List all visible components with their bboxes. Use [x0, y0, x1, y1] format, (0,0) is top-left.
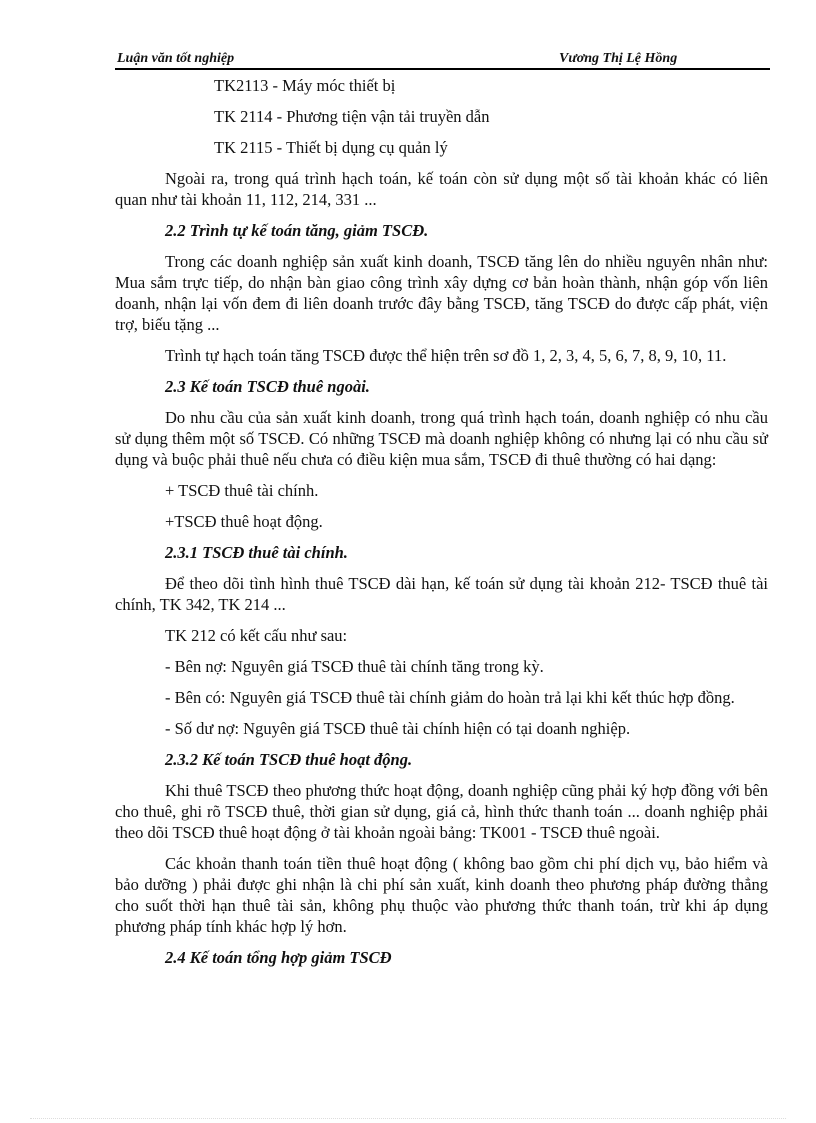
page-header: [115, 50, 770, 70]
header-author-name: Vương Thị Lệ Hồng: [559, 51, 678, 66]
paragraph: - Số dư nợ: Nguyên giá TSCĐ thuê tài chính hiện có tại doanh nghiệp.: [165, 719, 631, 738]
section-heading-2-3: 2.3 Kế toán TSCĐ thuê ngoài.: [165, 377, 370, 396]
list-item: + TSCĐ thuê tài chính.: [165, 481, 319, 500]
account-line: TK2113 - Máy móc thiết bị: [214, 76, 396, 95]
section-heading-2-3-1: 2.3.1 TSCĐ thuê tài chính.: [165, 543, 348, 562]
paragraph: Trong các doanh nghiệp sản xuất kinh doanh, TSCĐ tăng lên do nhiều nguyên nhân như: Mua sắm trực tiếp, do nhận bàn giao công trình xây dựng cơ bản hoàn thành, nhận góp vốn liên doanh, nhận lại vốn đem đi liên doanh trước đây bằng TSCĐ, tăng TSCĐ do được cấp phát, viện trợ, biếu tặng ...: [115, 252, 768, 334]
paragraph: Các khoản thanh toán tiền thuê hoạt động ( không bao gồm chi phí dịch vụ, bảo hiểm và bảo dưỡng ) phải được ghi nhận là chi phí sản xuất, kinh doanh theo phương pháp đường thẳng cho suốt thời hạn thuê tài sản, không phụ thuộc vào phương thức thanh toán, trừ khi áp dụng phương pháp tính khác hợp lý hơn.: [115, 854, 768, 936]
header-thesis-label: Luận văn tốt nghiệp: [117, 51, 235, 66]
paragraph: Trình tự hạch toán tăng TSCĐ được thể hiện trên sơ đồ 1, 2, 3, 4, 5, 6, 7, 8, 9, 10, 11.: [165, 346, 727, 365]
paragraph: - Bên có: Nguyên giá TSCĐ thuê tài chính giảm do hoàn trả lại khi kết thúc hợp đồng.: [165, 688, 735, 707]
section-heading-2-2: 2.2 Trình tự kế toán tăng, giảm TSCĐ.: [165, 221, 429, 240]
page-bottom-divider: [30, 1118, 786, 1119]
list-item: +TSCĐ thuê hoạt động.: [165, 512, 323, 531]
account-line: TK 2115 - Thiết bị dụng cụ quản lý: [214, 138, 448, 157]
paragraph-other-accounts: Ngoài ra, trong quá trình hạch toán, kế toán còn sử dụng một số tài khoản khác có liên quan như tài khoản 11, 112, 214, 331 ...: [115, 169, 768, 209]
section-heading-2-3-2: 2.3.2 Kế toán TSCĐ thuê hoạt động.: [165, 750, 413, 769]
document-body: [115, 75, 768, 978]
paragraph: - Bên nợ: Nguyên giá TSCĐ thuê tài chính tăng trong kỳ.: [165, 657, 544, 676]
section-heading-2-4: 2.4 Kế toán tổng hợp giảm TSCĐ: [165, 948, 392, 967]
account-line: TK 2114 - Phương tiện vận tải truyền dẫn: [214, 107, 490, 126]
paragraph: Do nhu cầu của sản xuất kinh doanh, trong quá trình hạch toán, doanh nghiệp có nhu cầu sử dụng thêm một số TSCĐ. Có những TSCĐ mà doanh nghiệp không có nhưng lại có nhu cầu sử dụng và buộc phải thuê nếu chưa có điều kiện mua sắm, TSCĐ đi thuê thường có hai dạng:: [115, 408, 768, 469]
paragraph: Khi thuê TSCĐ theo phương thức hoạt động, doanh nghiệp cũng phải ký hợp đồng với bên cho thuê, ghi rõ TSCĐ thuê, thời gian sử dụng, giá cả, hình thức thanh toán ... doanh nghiệp phải theo dõi TSCĐ thuê hoạt động ở tài khoản ngoài bảng: TK001 - TSCĐ thuê ngoài.: [115, 781, 768, 842]
paragraph: Để theo dõi tình hình thuê TSCĐ dài hạn, kế toán sử dụng tài khoản 212- TSCĐ thuê tài chính, TK 342, TK 214 ...: [115, 574, 768, 614]
paragraph: TK 212 có kết cấu như sau:: [165, 626, 348, 645]
